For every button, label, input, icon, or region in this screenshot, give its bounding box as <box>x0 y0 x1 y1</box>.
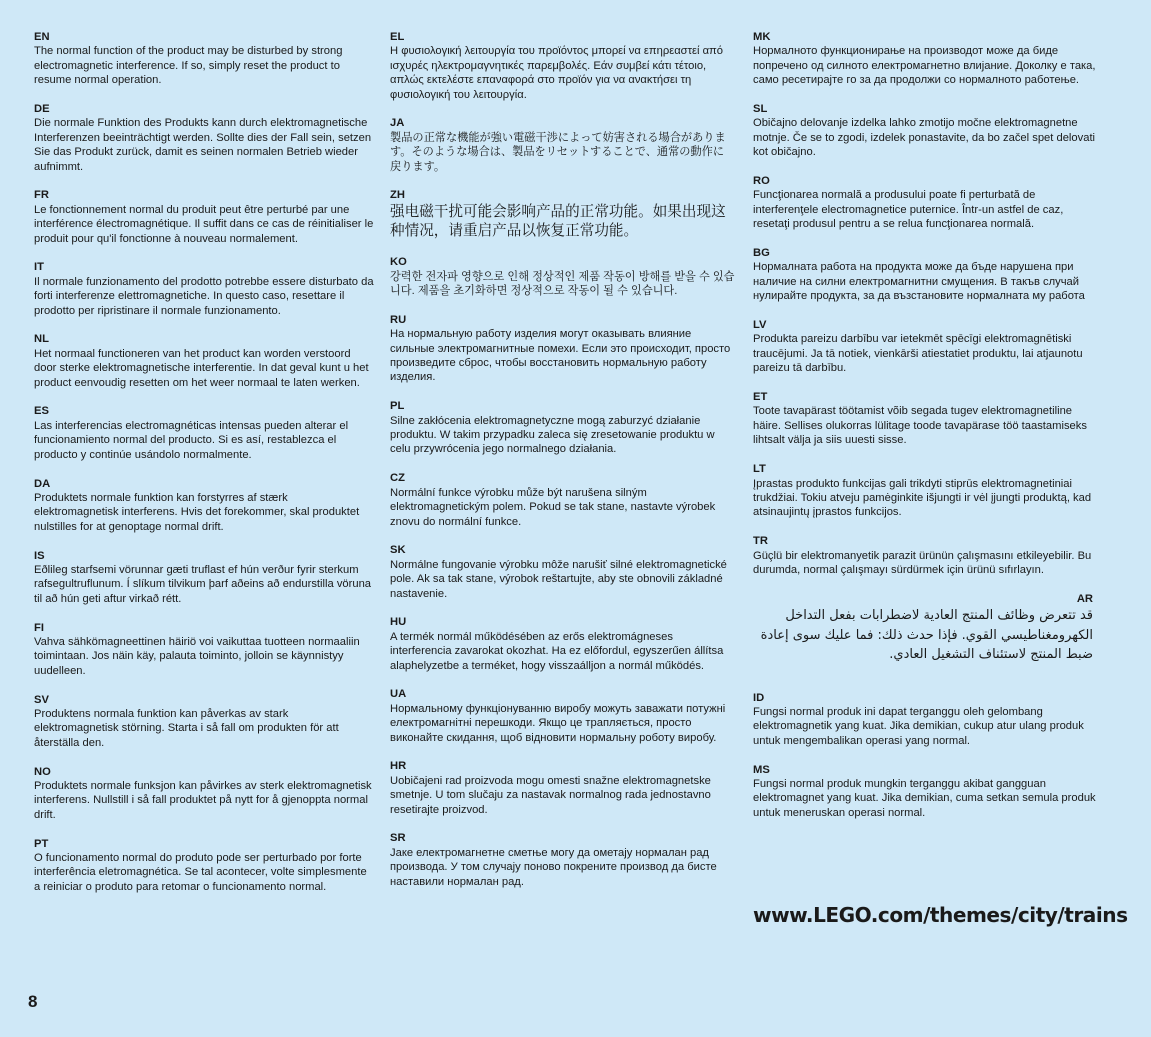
notice-text: Funcţionarea normală a produsului poate fi perturbată de interferenţele electromagnetice puternice. Într-un astfel de caz, resetaţi produsul pentru a se relua funcţionarea normală. <box>753 189 1064 231</box>
language-code: IT <box>34 261 44 274</box>
language-code: HR <box>390 760 407 773</box>
notice-is <box>34 549 374 607</box>
language-code: PL <box>390 400 405 413</box>
language-code: TR <box>753 535 768 548</box>
notice-text: Silne zakłócenia elektromagnetyczne mogą zaburzyć działanie produktu. W takim przypadku zaleca się zresetowanie produktu w celu przywrócenia jego normalnego działania. <box>390 414 715 456</box>
language-code: CZ <box>390 472 405 485</box>
language-code: EN <box>34 31 50 43</box>
language-code: BG <box>753 247 770 260</box>
notice-tr <box>753 534 1098 577</box>
column-middle <box>390 30 735 903</box>
notice-da <box>34 477 374 535</box>
notice-text: Güçlü bir elektromanyetik parazit ürünün çalışmasını etkileyebilir. Bu durumda, normal çalışmayı sürdürmek için ürünü sıfırlayın. <box>753 549 1092 576</box>
language-code: ET <box>753 391 768 404</box>
notice-es <box>34 404 374 462</box>
notice-text: Fungsi normal produk ini dapat terganggu oleh gelombang elektromagnetik yang kuat. Jika demikian, cukup atur ulang produk untuk mengembalikan operasi yang normal. <box>753 706 1084 747</box>
notice-text: Las interferencias electromagnéticas intensas pueden alterar el funcionamiento normal del producto. Si es así, restablezca el producto y continúe usándolo normalmente. <box>34 419 349 461</box>
language-code: KO <box>390 256 407 269</box>
language-code: DA <box>34 477 51 490</box>
notice-text: Il normale funzionamento del prodotto potrebbe essere disturbato da forti interferenze elettromagnetiche. In questo caso, resettare il prodotto per ripristinare il normale funzionamento. <box>34 275 374 317</box>
notice-ar <box>753 592 1093 665</box>
language-code: AR <box>1076 592 1093 605</box>
language-code: UA <box>390 688 407 701</box>
language-code: RO <box>753 175 770 188</box>
notice-text: قد تتعرض وظائف المنتج العادية لاضطرابات بفعل التداخل الكهرومغناطيسي القوي. فإذا حدث ذلك: فما عليك سوى إعادة ضبط المنتج لاستئناف التشغيل العادي. <box>760 608 1093 663</box>
language-code: ZH <box>390 189 405 202</box>
notice-id <box>753 691 1098 749</box>
notice-lv <box>753 318 1098 376</box>
notice-ja <box>390 116 735 174</box>
page-number: 8 <box>28 992 38 1011</box>
notice-text: Le fonctionnement normal du produit peut être perturbé par une interférence électromagnétique. Il suffit dans ce cas de réinitialiser le produit pour qu'il fonctionne à nouveau normalement. <box>34 203 374 245</box>
notice-lt <box>753 462 1098 520</box>
notice-text: 강력한 전자파 영향으로 인해 정상적인 제품 작동이 방해를 받을 수 있습니다. 제품을 초기화하면 정상적으로 작동이 될 수 있습니다. <box>390 270 735 298</box>
notice-text: Produktets normale funktion kan forstyrres af stærk elektromagnetisk interferens. Hvis det forekommer, skal produktet nulstilles for at genoptage normal drift. <box>34 491 360 533</box>
language-code: MS <box>753 763 770 776</box>
language-code: SV <box>34 693 49 706</box>
notice-text: Vahva sähkömagneettinen häiriö voi vaikuttaa tuotteen normaaliin toimintaan. Jos näin käy, palauta toiminto, jolloin se käynnistyy uudelleen. <box>34 635 360 677</box>
notice-text: 製品の正常な機能が強い電磁干渉によって妨害される場合があります。そのような場合は、製品をリセットすることで、通常の動作に戻ります。 <box>390 131 726 173</box>
notice-text: Eðlileg starfsemi vörunnar gæti truflast ef hún verður fyrir sterkum rafsegultruflunum. Í slíkum tilvikum þarf aðeins að endurstilla vöruna til að hún geti aftur virkað rétt. <box>34 563 372 605</box>
language-code: SR <box>390 832 406 845</box>
notice-text: Het normaal functioneren van het product kan worden verstoord door sterke elektromagnetische interferentie. In dat geval kunt u het product eenvoudig resetten om het weer normaal te laten werken. <box>34 347 369 389</box>
notice-zh <box>390 188 735 240</box>
notice-bg <box>753 246 1098 304</box>
notice-text: Нормалното функционирање на производот може да биде попречено од силното електромагнетно влијание. Доколку е така, само ресетирајте го за да продолжи со нормалното работење. <box>753 45 1096 87</box>
notice-text: На нормальную работу изделия могут оказывать влияние сильные электромагнитные помехи. Если это происходит, просто произведите сброс, чтобы восстановить нормальную работу изделия. <box>390 328 731 384</box>
notice-fi <box>34 621 374 679</box>
notice-it <box>34 260 374 318</box>
notice-sl <box>753 102 1098 160</box>
language-code: PT <box>34 837 49 850</box>
notice-text: Produktets normale funksjon kan påvirkes av sterk elektromagnetisk interferens. Nullstill i så fall produktet på nytt for å gjenoppta normal drift. <box>34 779 372 821</box>
column-right <box>753 30 1098 835</box>
language-code: LT <box>753 463 766 476</box>
language-code: RU <box>390 313 407 326</box>
notice-text: Нормалната работа на продукта може да бъде нарушена при наличие на силни електромагнитни смущения. В такъв случай нулирайте продукта, за да възстановите нормалната му работа <box>753 261 1085 303</box>
notice-text: Die normale Funktion des Produkts kann durch elektromagnetische Interferenzen beeinträchtigt werden. Sollte dies der Fall sein, setzen Sie das Produkt zurück, damit es seinen normalen Betrieb wieder aufnimmt. <box>34 117 372 173</box>
language-code: SL <box>753 103 768 116</box>
language-code: NL <box>34 333 49 346</box>
language-code: ID <box>753 691 765 704</box>
notice-el <box>390 30 735 102</box>
notice-ua <box>390 687 735 745</box>
language-code: EL <box>390 31 405 43</box>
language-code: FR <box>34 189 49 202</box>
notice-text: Јаке електромагнетне сметње могу да ометају нормалан рад производа. У том случају поново покрените производ да бисте наставили нормалан рад. <box>390 846 717 888</box>
language-code: IS <box>34 549 45 562</box>
notice-ko <box>390 255 735 298</box>
notice-text: Нормальному функціонуванню виробу можуть заважати потужні електромагнітні перешкоди. Якщо це трапляється, просто виконайте скидання, щоб відновити нормальну роботу виробу. <box>390 702 726 744</box>
language-code: SK <box>390 544 406 557</box>
notice-sv <box>34 693 374 751</box>
notice-de <box>34 102 374 174</box>
notice-text: Normální funkce výrobku může být narušena silným elektromagnetickým polem. Pokud se tak stane, nastavte výrobek znovu do normální funkce. <box>390 486 716 528</box>
notice-ms <box>753 763 1098 821</box>
notice-mk <box>753 30 1098 88</box>
notice-text: Įprastas produkto funkcijas gali trikdyti stiprūs elektromagnetiniai trukdžiai. Tokiu atveju pamėginkite išjungti ir vėl įjungti produktą, kad atsinaujintų įprastos funkcijos. <box>753 477 1092 519</box>
notice-et <box>753 390 1098 448</box>
notice-text: Normálne fungovanie výrobku môže narušiť silné elektromagnetické pole. Ak sa tak stane, výrobok reštartujte, aby ste obnovili základné nastavenie. <box>390 558 727 600</box>
notice-text: The normal function of the product may be disturbed by strong electromagnetic interference. If so, simply reset the product to resume normal operation. <box>34 45 343 87</box>
notice-hr <box>390 759 735 817</box>
notice-text: Toote tavapärast töötamist võib segada tugev elektromagnetiline häire. Sellises olukorras lülitage toode tavapärase töö taastamiseks lihtsalt välja ja siis uuesti sisse. <box>753 405 1087 447</box>
notice-text: Uobičajeni rad proizvoda mogu omesti snažne elektromagnetske smetnje. U tom slučaju za nastavak normalnog rada jednostavno resetirajte proizvod. <box>390 774 711 816</box>
language-code: MK <box>753 31 771 43</box>
notice-ro <box>753 174 1098 232</box>
notice-text: O funcionamento normal do produto pode ser perturbado por forte interferência eletromagnética. Se tal acontecer, volte simplesmente a reiniciar o produto para retomar o funcionamento normal. <box>34 851 367 893</box>
lego-url[interactable]: www.LEGO.com/themes/city/trains <box>753 903 1128 927</box>
notice-sr <box>390 831 735 889</box>
notice-hu <box>390 615 735 673</box>
notice-text: Η φυσιολογική λειτουργία του προϊόντος μπορεί να επηρεαστεί από ισχυρές ηλεκτρομαγνητικές παρεμβολές. Εάν συμβεί κάτι τέτοιο, απλώς εκτελέστε επαναφορά στο προϊόν για να ανακτήσει τη φυσιολογική του λειτουργία. <box>390 45 723 101</box>
language-code: HU <box>390 616 407 629</box>
notice-sk <box>390 543 735 601</box>
notice-text: Produkta pareizu darbību var ietekmēt spēcīgi elektromagnētiski traucējumi. Ja tā notiek, vienkārši atiestatiet produktu, lai atjaunotu pareizu tā darbību. <box>753 333 1083 375</box>
column-left <box>34 30 374 909</box>
language-code: DE <box>34 103 50 116</box>
notice-fr <box>34 188 374 246</box>
language-code: ES <box>34 405 49 418</box>
notice-en <box>34 30 374 88</box>
notice-text: Običajno delovanje izdelka lahko zmotijo močne elektromagnetne motnje. Če se to zgodi, izdelek ponastavite, da bo začel spet delovati kot običajno. <box>753 117 1096 159</box>
language-code: NO <box>34 765 51 778</box>
notice-text: A termék normál működésében az erős elektromágneses interferencia zavarokat okozhat. Ha ez előfordul, egyszerűen állítsa alaphelyzetbe a terméket, hogy visszaálljon a normál működés. <box>390 630 724 672</box>
notice-cz <box>390 471 735 529</box>
language-code: FI <box>34 621 44 634</box>
notice-text: Fungsi normal produk mungkin terganggu akibat gangguan elektromagnet yang kuat. Jika demikian, cuma setkan semula produk untuk meneruskan operasi normal. <box>753 778 1096 819</box>
notice-pt <box>34 837 374 895</box>
language-code: JA <box>390 117 405 130</box>
notice-ru <box>390 313 735 385</box>
notice-text: 强电磁干扰可能会影响产品的正常功能。如果出现这种情况，请重启产品以恢复正常功能。 <box>390 203 726 239</box>
notice-text: Produktens normala funktion kan påverkas av stark elektromagnetisk störning. Starta i så fall om produkten för att återställa den. <box>34 707 339 749</box>
notice-pl <box>390 399 735 457</box>
notice-nl <box>34 332 374 390</box>
language-code: LV <box>753 319 767 332</box>
notice-no <box>34 765 374 823</box>
